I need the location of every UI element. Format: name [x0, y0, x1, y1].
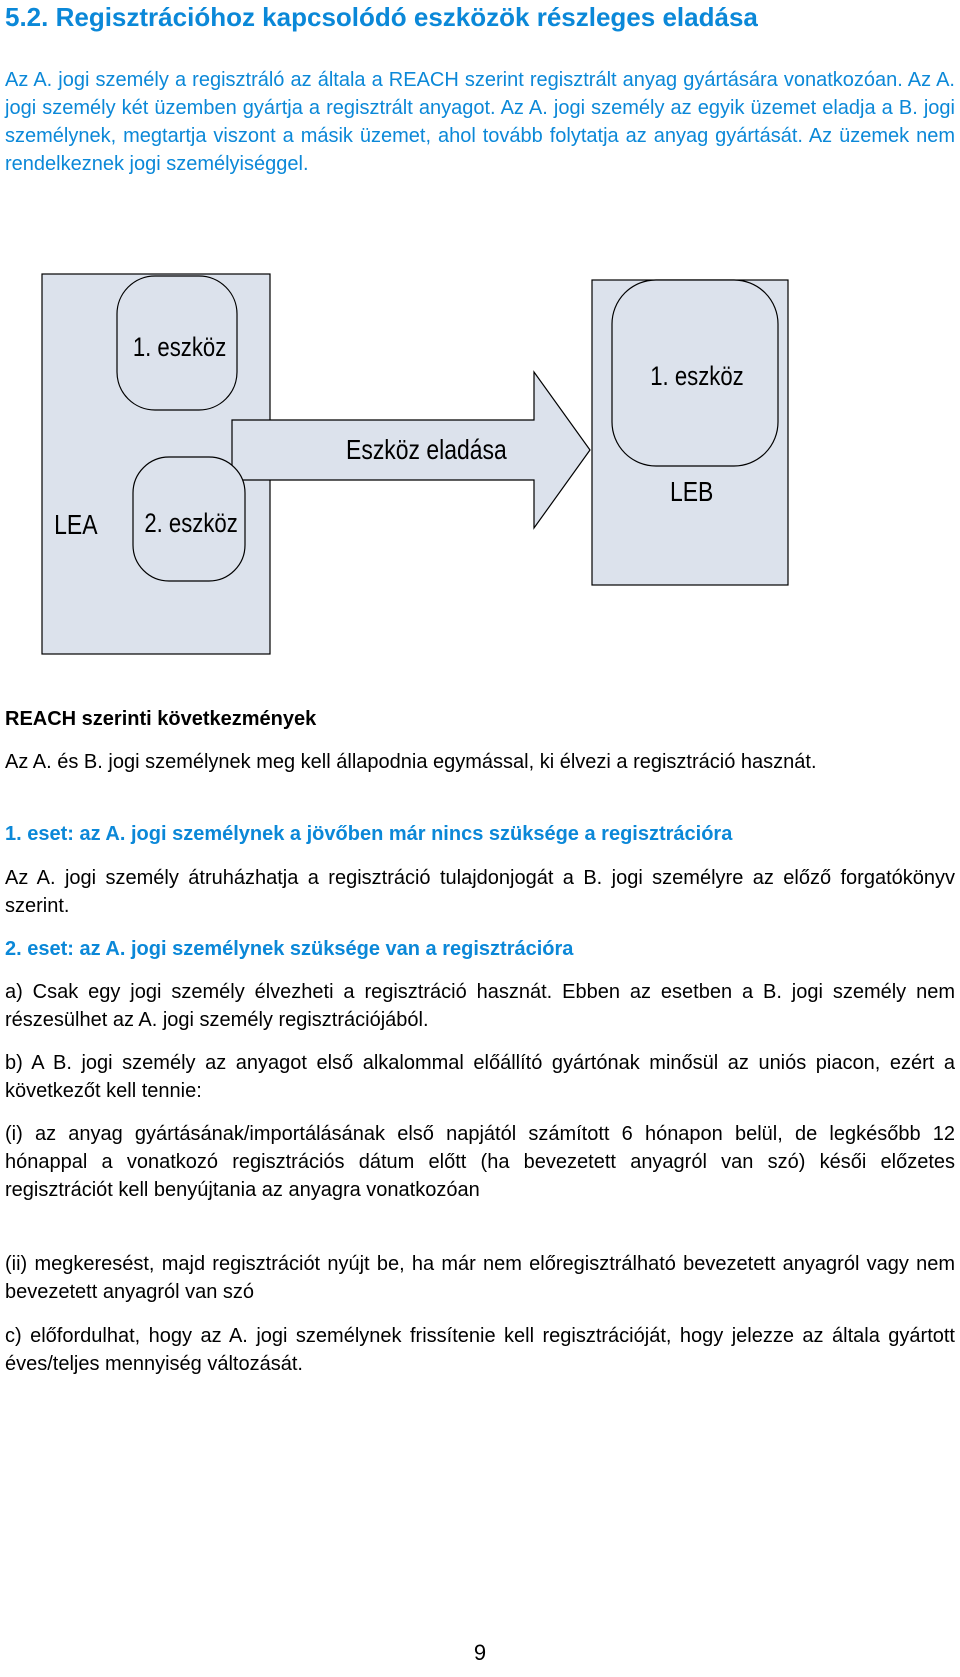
- arrow-label: Eszköz eladása: [346, 434, 507, 466]
- intro-paragraph: Az A. jogi személy a regisztráló az általa a REACH szerint regisztrált anyag gyártására vonatkozóan. Az A. jogi személy két üzemben gyártja a regisztrált anyagot. Az A. jogi személy az egyik üzemet eladja a B. jogi személynek, megtartja viszont a másik üzemet, ahol tovább folytatja az anyag gyártását. Az üzemek nem rendelkeznek jogi személyiséggel.: [5, 69, 955, 175]
- page-number: 9: [473, 1640, 487, 1665]
- left-asset-1-label: 1. eszköz: [132, 333, 227, 363]
- leb-label: LEB: [669, 476, 714, 508]
- case2-b: b) A B. jogi személy az anyagot első alkalommal előállító gyártónak minősül az uniós piacon, ezért a következőt kell tennie:: [5, 1052, 955, 1102]
- asset-sale-diagram: [0, 260, 960, 670]
- case1-text: Az A. jogi személy átruházhatja a regisztráció tulajdonjogát a B. jogi személyre az előző forgatókönyv szerint.: [5, 867, 955, 917]
- case2-b-ii: (ii) megkeresést, majd regisztrációt nyújt be, ha már nem előregisztrálható bevezetett anyagról vagy nem bevezetett anyagról van szó: [5, 1253, 955, 1303]
- case2-a: a) Csak egy jogi személy élvezheti a regisztráció hasznát. Ebben az esetben a B. jogi személy nem részesülhet az A. jogi személy regisztrációjából.: [5, 981, 955, 1031]
- case2-b-i: (i) az anyag gyártásának/importálásának első napjától számított 6 hónapon belül, de legkésőbb 12 hónappal a vonatkozó regisztrációs dátum előtt (ha bevezetett anyagról van szó) késői előzetes regisztrációt kell benyújtania az anyagra vonatkozóan: [5, 1123, 955, 1201]
- case2-heading: 2. eset: az A. jogi személynek szüksége van a regisztrációra: [5, 938, 574, 960]
- right-asset-1-label: 1. eszköz: [650, 362, 744, 392]
- lea-label: LEA: [54, 509, 98, 541]
- case1-heading: 1. eset: az A. jogi személynek a jövőben már nincs szüksége a regisztrációra: [5, 823, 733, 845]
- consequences-intro: Az A. és B. jogi személynek meg kell állapodnia egymással, ki élvezi a regisztráció hasznát.: [5, 751, 817, 773]
- case2-c: c) előfordulhat, hogy az A. jogi személynek frissítenie kell regisztrációját, hogy jelezze az általa gyártott éves/teljes mennyiség változását.: [5, 1325, 955, 1375]
- consequences-heading: REACH szerinti következmények: [5, 708, 317, 730]
- left-asset-2-label: 2. eszköz: [144, 509, 238, 539]
- section-title: 5.2. Regisztrációhoz kapcsolódó eszközök részleges eladása: [5, 2, 758, 32]
